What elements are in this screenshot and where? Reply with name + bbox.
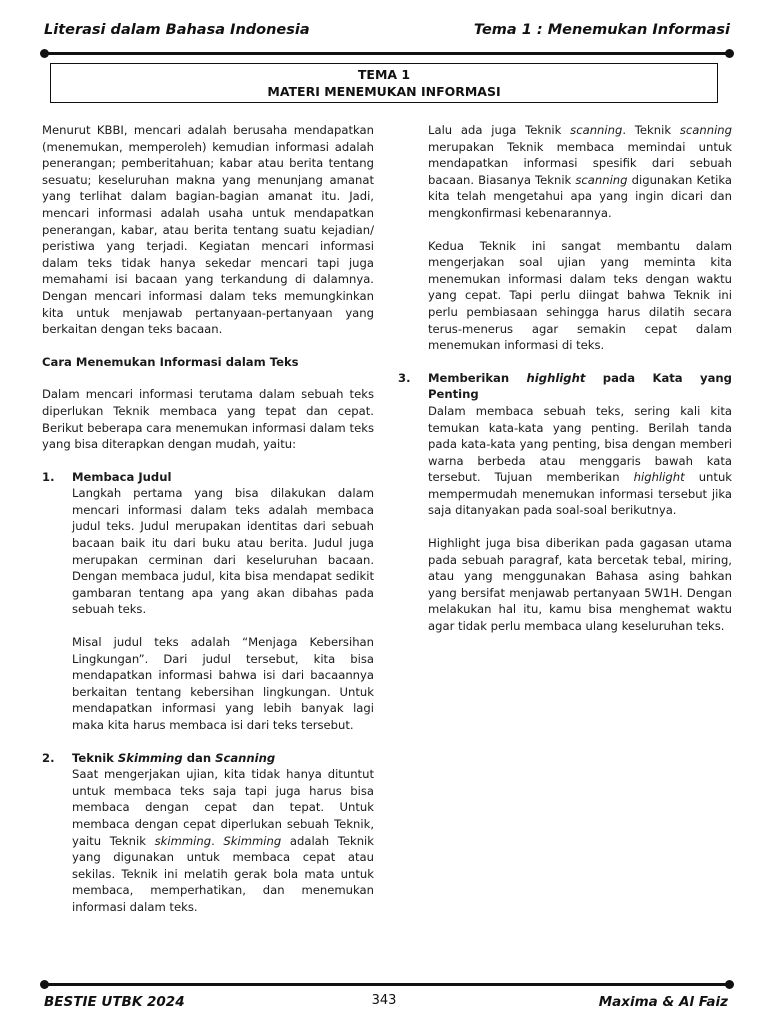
section-heading: Cara Menemukan Informasi dalam Teks [42, 354, 299, 369]
header-divider [44, 52, 730, 55]
techniques-paragraph: Kedua Teknik ini sangat membantu dalam mengerjakan soal ujian yang meminta kita menemukan informasi dalam teks dengan waktu yang cepat. Tapi perlu diingat bahwa Teknik ini perlu pembiasaan sehingga harus dilatih secara terus-menerus agar semakin cepat dalam menemukan informasi di teks. [428, 238, 732, 353]
list-item-title: Memberikan highlight pada Kata yang Penting [428, 370, 732, 402]
list-item-paragraph: Misal judul teks adalah “Menjaga Kebersihan Lingkungan”. Dari judul tersebut, kita bisa mendapatkan informasi bahwa isi dari bacaannya berkaitan tentang kebersihan lingkungan. Untuk mendapatkan informasi yang lebih banyak lagi maka kita harus membaca isi dari teks tersebut. [72, 635, 374, 732]
list-item-paragraph: Saat mengerjakan ujian, kita tidak hanya dituntut untuk membaca teks saja tapi juga harus bisa membaca dengan cepat dan tepat. Untuk membaca dengan cepat diperlukan sebuah Teknik, yaitu Teknik skimming. Skimming adalah Teknik yang digunakan untuk membaca cepat atau sekilas. Teknik ini melatih gerak bola mata untuk membaca, memperhatikan, dan menemukan informasi dalam teks. [72, 767, 374, 914]
list-item-1 [42, 469, 374, 734]
header-theme-title: Tema 1 : Menemukan Informasi [473, 22, 730, 38]
list-item-title: Membaca Judul [72, 469, 172, 484]
list-item-2 [42, 750, 374, 916]
list-item-paragraph: Langkah pertama yang bisa dilakukan dalam mencari informasi dalam teks adalah membaca judul teks. Judul merupakan identitas dari sebuah bacaan baik itu dari buku atau berita. Judul juga merupakan cerminan dari keseluruhan bacaan. Dengan membaca judul, kita bisa mendapat sedikit gambaran tentang apa yang akan dibahas pada sebuah teks. [72, 486, 374, 617]
scanning-paragraph: Lalu ada juga Teknik scanning. Teknik scanning merupakan Teknik membaca memindai untuk mendapatkan informasi spesifik dari sebuah bacaan. Biasanya Teknik scanning digunakan Ketika kita telah mengetahui apa yang ingin dicari dan mengkonfirmasi kebenarannya. [428, 123, 733, 220]
list-item-paragraph: Highlight juga bisa diberikan pada gagasan utama pada sebuah paragraf, kata bercetak tebal, miring, atau yang menggunakan Bahasa asing bahkan yang bersifat menjawab pertanyaan 5W1H. Dengan melakukan hal itu, kamu bisa menghemat waktu agar tidak perlu membaca ulang keseluruhan teks. [428, 536, 732, 634]
chapter-title: MATERI MENEMUKAN INFORMASI [267, 84, 501, 99]
list-item-paragraph: Dalam membaca sebuah teks, sering kali kita temukan kata-kata yang penting. Berilah tanda pada kata-kata yang penting, bisa dengan memberi warna berbeda atau menggaris bawah kata tersebut. Tujuan memberikan highlight untuk mempermudah menemukan informasi tersebut jika saja ditanyakan pada soal-soal berikutnya. [428, 403, 733, 518]
list-number: 1. [42, 469, 55, 484]
footer-divider [44, 983, 730, 986]
page-number: 343 [371, 993, 397, 1008]
list-number: 3. [398, 370, 411, 385]
list-item-3 [398, 370, 732, 635]
footer-book-name: BESTIE UTBK 2024 [44, 994, 185, 1010]
section-lead-paragraph: Dalam mencari informasi terutama dalam sebuah teks diperlukan Teknik membaca yang tepat dan cepat. Berikut beberapa cara menemukan informasi dalam teks yang bisa diterapkan dengan mudah, yaitu: [42, 387, 374, 452]
list-number: 2. [42, 750, 55, 765]
intro-paragraph: Menurut KBBI, mencari adalah berusaha mendapatkan (menemukan, memperoleh) kemudian informasi adalah penerangan; pemberitahuan; kabar atau berita tentang sesuatu; keseluruhan makna yang menunjang amanat yang terlihat dalam bagian-bagian amanat itu. Jadi, mencari informasi adalah usaha untuk mendapatkan penerangan, kabar, atau berita tentang suatu kejadian/ peristiwa yang terjadi. Kegiatan mencari informasi dalam teks tidak hanya sekedar mencari tapi juga memahami isi bacaan yang terkandung di dalamnya. Dengan mencari informasi dalam teks memungkinkan kita untuk menjawab pertanyaan-pertanyaan yang berkaitan dengan teks bacaan. [42, 123, 374, 337]
footer-publisher: Maxima & Al Faiz [598, 994, 728, 1010]
header-book-title: Literasi dalam Bahasa Indonesia [44, 22, 310, 38]
list-item-title: Teknik Skimming dan Scanning [72, 750, 276, 765]
right-column [398, 122, 732, 635]
chapter-title-box [50, 63, 718, 103]
left-column [42, 122, 374, 916]
chapter-number: TEMA 1 [357, 67, 411, 82]
list-item-2-continued [398, 122, 732, 354]
